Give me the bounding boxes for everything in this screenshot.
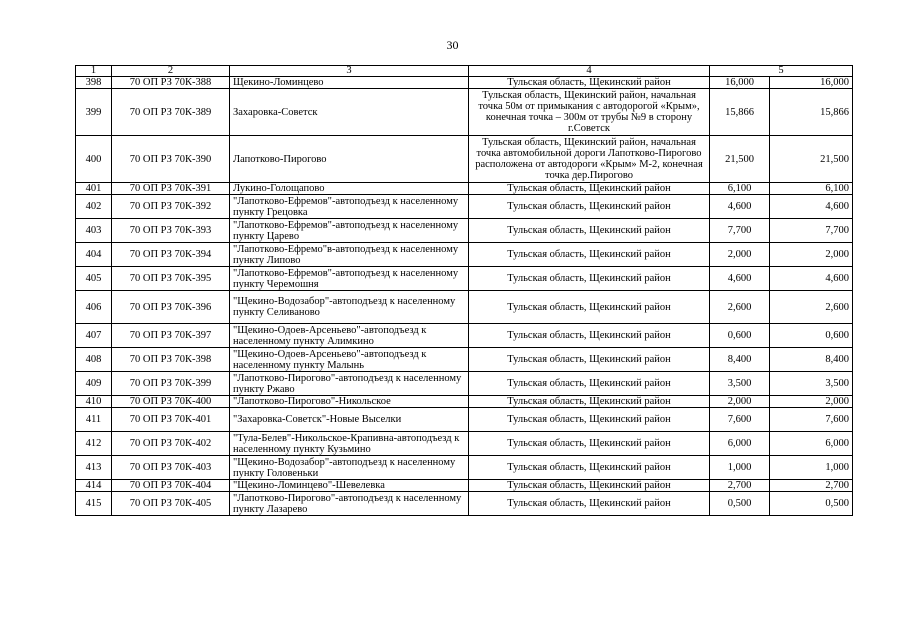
road-length-cell: 2,600: [710, 291, 770, 324]
road-location-cell: Тульская область, Щекинский район: [469, 480, 710, 492]
roads-table: [75, 65, 853, 516]
road-length-total-cell: 8,400: [770, 348, 853, 372]
road-length-cell: 8,400: [710, 348, 770, 372]
row-number-cell: 399: [76, 89, 112, 136]
road-code-cell: 70 ОП РЗ 70К-388: [112, 77, 230, 89]
road-code-cell: 70 ОП РЗ 70К-389: [112, 89, 230, 136]
road-code-cell: 70 ОП РЗ 70К-400: [112, 396, 230, 408]
road-location-cell: Тульская область, Щекинский район: [469, 456, 710, 480]
table-row: [76, 136, 853, 183]
table-row: [76, 372, 853, 396]
table-row: [76, 396, 853, 408]
row-number-cell: 411: [76, 408, 112, 432]
table-row: [76, 243, 853, 267]
road-length-total-cell: 1,000: [770, 456, 853, 480]
table-row: [76, 219, 853, 243]
row-number-cell: 401: [76, 183, 112, 195]
header-col-2: 2: [112, 66, 230, 77]
road-location-cell: Тульская область, Щекинский район: [469, 291, 710, 324]
header-col-5: 5: [710, 66, 853, 77]
road-name-cell: Лукино-Голощапово: [230, 183, 469, 195]
road-length-total-cell: 0,600: [770, 324, 853, 348]
road-code-cell: 70 ОП РЗ 70К-395: [112, 267, 230, 291]
road-length-cell: 21,500: [710, 136, 770, 183]
road-location-cell: Тульская область, Щекинский район: [469, 372, 710, 396]
table-row: [76, 432, 853, 456]
road-length-total-cell: 4,600: [770, 267, 853, 291]
table-row: [76, 267, 853, 291]
road-code-cell: 70 ОП РЗ 70К-403: [112, 456, 230, 480]
road-name-cell: "Лапотково-Ефремов"-автоподъезд к населенному пункту Грецовка: [230, 195, 469, 219]
road-length-cell: 4,600: [710, 195, 770, 219]
road-name-cell: "Лапотково-Ефремов"-автоподъезд к населенному пункту Царево: [230, 219, 469, 243]
road-location-cell: Тульская область, Щекинский район: [469, 324, 710, 348]
table-row: [76, 480, 853, 492]
road-length-cell: 7,600: [710, 408, 770, 432]
table-row: [76, 77, 853, 89]
row-number-cell: 410: [76, 396, 112, 408]
table-row: [76, 324, 853, 348]
road-code-cell: 70 ОП РЗ 70К-402: [112, 432, 230, 456]
road-code-cell: 70 ОП РЗ 70К-394: [112, 243, 230, 267]
road-location-cell: Тульская область, Щекинский район, начальная точка 50м от примыкания с автодорогой «Крым», конечная точка – 300м от трубы №9 в сторону г.Советск: [469, 89, 710, 136]
road-code-cell: 70 ОП РЗ 70К-404: [112, 480, 230, 492]
road-length-total-cell: 7,600: [770, 408, 853, 432]
table-row: [76, 348, 853, 372]
row-number-cell: 398: [76, 77, 112, 89]
header-col-3: 3: [230, 66, 469, 77]
road-location-cell: Тульская область, Щекинский район: [469, 183, 710, 195]
road-location-cell: Тульская область, Щекинский район: [469, 243, 710, 267]
road-location-cell: Тульская область, Щекинский район, начальная точка автомобильной дороги Лапотково-Пирогово расположена от автодороги «Крым» М-2, конечная точка дер.Пирогово: [469, 136, 710, 183]
road-length-total-cell: 2,700: [770, 480, 853, 492]
row-number-cell: 405: [76, 267, 112, 291]
row-number-cell: 415: [76, 492, 112, 516]
road-length-total-cell: 4,600: [770, 195, 853, 219]
road-location-cell: Тульская область, Щекинский район: [469, 219, 710, 243]
road-length-cell: 2,000: [710, 243, 770, 267]
road-location-cell: Тульская область, Щекинский район: [469, 492, 710, 516]
road-location-cell: Тульская область, Щекинский район: [469, 432, 710, 456]
table-header-row: [76, 66, 853, 77]
row-number-cell: 400: [76, 136, 112, 183]
row-number-cell: 404: [76, 243, 112, 267]
road-code-cell: 70 ОП РЗ 70К-391: [112, 183, 230, 195]
road-name-cell: "Щекино-Одоев-Арсеньево"-автоподъезд к населенному пункту Алимкино: [230, 324, 469, 348]
road-location-cell: Тульская область, Щекинский район: [469, 396, 710, 408]
road-length-total-cell: 16,000: [770, 77, 853, 89]
row-number-cell: 412: [76, 432, 112, 456]
table-row: [76, 456, 853, 480]
row-number-cell: 406: [76, 291, 112, 324]
road-length-cell: 2,000: [710, 396, 770, 408]
road-code-cell: 70 ОП РЗ 70К-393: [112, 219, 230, 243]
road-name-cell: "Щекино-Водозабор"-автоподъезд к населенному пункту Селиваново: [230, 291, 469, 324]
road-length-total-cell: 7,700: [770, 219, 853, 243]
road-code-cell: 70 ОП РЗ 70К-397: [112, 324, 230, 348]
road-name-cell: "Щекино-Ломинцево"-Шевелевка: [230, 480, 469, 492]
table-row: [76, 408, 853, 432]
road-length-total-cell: 6,000: [770, 432, 853, 456]
road-name-cell: Лапотково-Пирогово: [230, 136, 469, 183]
road-length-cell: 6,000: [710, 432, 770, 456]
row-number-cell: 413: [76, 456, 112, 480]
table-row: [76, 89, 853, 136]
row-number-cell: 409: [76, 372, 112, 396]
header-col-4: 4: [469, 66, 710, 77]
road-code-cell: 70 ОП РЗ 70К-392: [112, 195, 230, 219]
road-location-cell: Тульская область, Щекинский район: [469, 267, 710, 291]
page-number: 30: [446, 38, 459, 52]
road-name-cell: "Захаровка-Советск"-Новые Выселки: [230, 408, 469, 432]
road-name-cell: "Лапотково-Пирогово"-Никольское: [230, 396, 469, 408]
road-code-cell: 70 ОП РЗ 70К-398: [112, 348, 230, 372]
road-length-cell: 6,100: [710, 183, 770, 195]
road-length-cell: 4,600: [710, 267, 770, 291]
road-length-cell: 2,700: [710, 480, 770, 492]
road-length-cell: 1,000: [710, 456, 770, 480]
road-name-cell: "Лапотково-Ефремо"в-автоподъезд к населенному пункту Липово: [230, 243, 469, 267]
road-length-total-cell: 2,000: [770, 243, 853, 267]
road-length-cell: 15,866: [710, 89, 770, 136]
road-length-total-cell: 15,866: [770, 89, 853, 136]
road-location-cell: Тульская область, Щекинский район: [469, 77, 710, 89]
road-name-cell: "Щекино-Водозабор"-автоподъезд к населенному пункту Головеньки: [230, 456, 469, 480]
road-location-cell: Тульская область, Щекинский район: [469, 348, 710, 372]
row-number-cell: 407: [76, 324, 112, 348]
road-location-cell: Тульская область, Щекинский район: [469, 195, 710, 219]
road-code-cell: 70 ОП РЗ 70К-399: [112, 372, 230, 396]
road-length-cell: 3,500: [710, 372, 770, 396]
road-code-cell: 70 ОП РЗ 70К-401: [112, 408, 230, 432]
road-name-cell: "Щекино-Одоев-Арсеньево"-автоподъезд к населенному пункту Малынь: [230, 348, 469, 372]
road-length-cell: 0,500: [710, 492, 770, 516]
row-number-cell: 414: [76, 480, 112, 492]
road-name-cell: "Лапотково-Ефремов"-автоподъезд к населенному пункту Черемошня: [230, 267, 469, 291]
road-code-cell: 70 ОП РЗ 70К-390: [112, 136, 230, 183]
road-code-cell: 70 ОП РЗ 70К-396: [112, 291, 230, 324]
table-row: [76, 492, 853, 516]
row-number-cell: 402: [76, 195, 112, 219]
road-name-cell: "Тула-Белев"-Никольское-Крапивна-автоподъезд к населенному пункту Кузьмино: [230, 432, 469, 456]
road-location-cell: Тульская область, Щекинский район: [469, 408, 710, 432]
row-number-cell: 403: [76, 219, 112, 243]
road-name-cell: "Лапотково-Пирогово"-автоподъезд к населенному пункту Ржаво: [230, 372, 469, 396]
table-row: [76, 183, 853, 195]
road-length-total-cell: 0,500: [770, 492, 853, 516]
road-name-cell: Захаровка-Советск: [230, 89, 469, 136]
road-length-cell: 7,700: [710, 219, 770, 243]
road-name-cell: "Лапотково-Пирогово"-автоподъезд к населенному пункту Лазарево: [230, 492, 469, 516]
header-col-1: 1: [76, 66, 112, 77]
road-length-total-cell: 2,000: [770, 396, 853, 408]
road-name-cell: Щекино-Ломинцево: [230, 77, 469, 89]
road-length-total-cell: 2,600: [770, 291, 853, 324]
table-row: [76, 195, 853, 219]
table-row: [76, 291, 853, 324]
road-length-total-cell: 21,500: [770, 136, 853, 183]
road-length-cell: 16,000: [710, 77, 770, 89]
road-length-cell: 0,600: [710, 324, 770, 348]
row-number-cell: 408: [76, 348, 112, 372]
road-length-total-cell: 3,500: [770, 372, 853, 396]
road-code-cell: 70 ОП РЗ 70К-405: [112, 492, 230, 516]
road-length-total-cell: 6,100: [770, 183, 853, 195]
